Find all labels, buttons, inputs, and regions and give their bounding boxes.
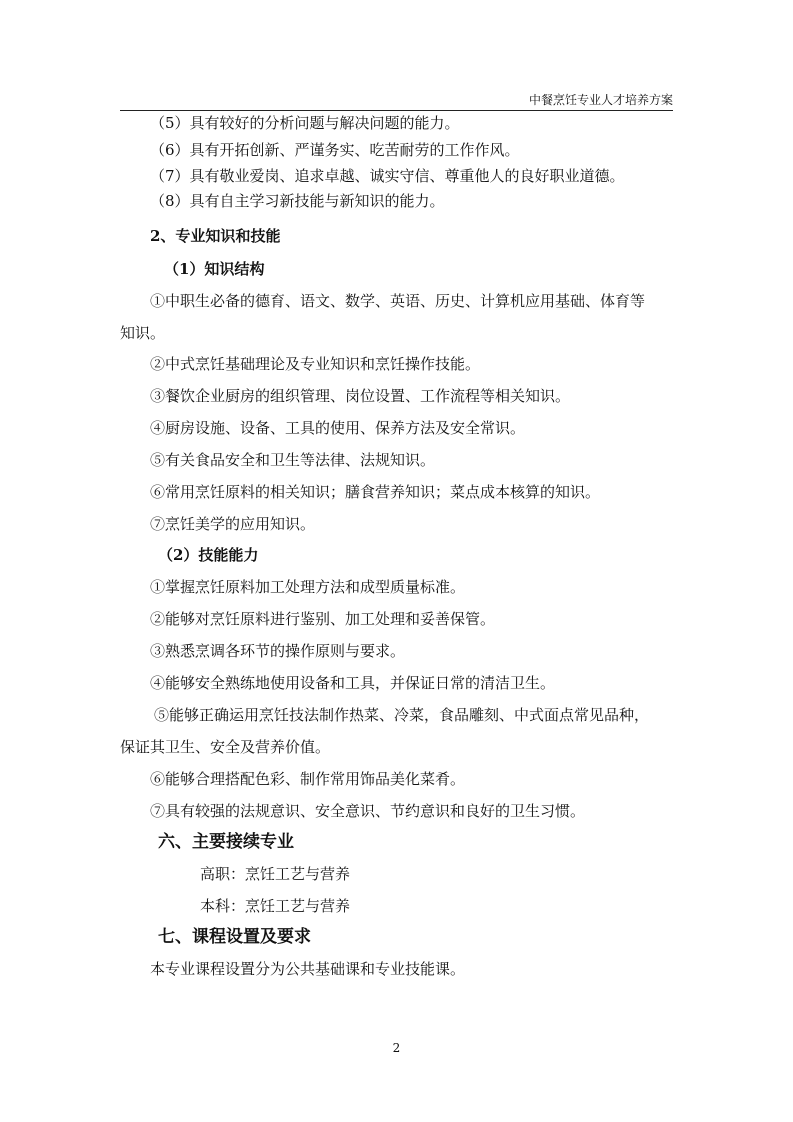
section-6-heading: 六、主要接续专业 bbox=[158, 832, 294, 852]
page-number: 2 bbox=[392, 1041, 401, 1055]
knowledge-item: ②中式烹饪基础理论及专业知识和烹饪操作技能。 bbox=[150, 355, 481, 373]
knowledge-item: ⑤有关食品安全和卫生等法律、法规知识。 bbox=[150, 451, 436, 469]
knowledge-item-continuation: 知识。 bbox=[120, 324, 166, 342]
ability-item: （7）具有敬业爱岗、追求卓越、诚实守信、尊重他人的良好职业道德。 bbox=[150, 167, 625, 185]
higher-vocational-major: 高职：烹饪工艺与营养 bbox=[200, 865, 351, 883]
skill-item-continuation: 保证其卫生、安全及营养价值。 bbox=[120, 738, 331, 756]
knowledge-item: ⑦烹饪美学的应用知识。 bbox=[150, 515, 316, 533]
knowledge-item: ④厨房设施、设备、工具的使用、保养方法及安全常识。 bbox=[150, 419, 526, 437]
ability-item: （5）具有较好的分析问题与解决问题的能力。 bbox=[150, 114, 460, 132]
knowledge-item: ⑥常用烹饪原料的相关知识；膳食营养知识；菜点成本核算的知识。 bbox=[150, 483, 601, 501]
page-header bbox=[120, 92, 673, 111]
knowledge-item: ③餐饮企业厨房的组织管理、岗位设置、工作流程等相关知识。 bbox=[150, 387, 571, 405]
skill-item: ⑥能够合理搭配色彩、制作常用饰品美化菜肴。 bbox=[150, 770, 466, 788]
skill-item: ②能够对烹饪原料进行鉴别、加工处理和妥善保管。 bbox=[150, 610, 496, 628]
skill-item: ⑤能够正确运用烹饪技法制作热菜、冷菜，食品雕刻、中式面点常见品种， bbox=[154, 706, 650, 724]
ability-item: （6）具有开拓创新、严谨务实、吃苦耐劳的工作作风。 bbox=[150, 141, 520, 159]
knowledge-skills-heading: 2、专业知识和技能 bbox=[150, 227, 281, 245]
skill-item: ⑦具有较强的法规意识、安全意识、节约意识和良好的卫生习惯。 bbox=[150, 802, 586, 820]
skill-item: ①掌握烹饪原料加工处理方法和成型质量标准。 bbox=[150, 578, 466, 596]
ability-item: （8）具有自主学习新技能与新知识的能力。 bbox=[150, 192, 445, 210]
section-7-text: 本专业课程设置分为公共基础课和专业技能课。 bbox=[150, 960, 466, 978]
section-7-heading: 七、课程设置及要求 bbox=[158, 927, 311, 947]
knowledge-item: ①中职生必备的德育、语文、数学、英语、历史、计算机应用基础、体育等 bbox=[150, 292, 646, 310]
skill-item: ④能够安全熟练地使用设备和工具，并保证日常的清洁卫生。 bbox=[150, 674, 556, 692]
undergraduate-major: 本科：烹饪工艺与营养 bbox=[200, 897, 351, 915]
knowledge-structure-heading: （1）知识结构 bbox=[164, 260, 265, 278]
skill-item: ③熟悉烹调各环节的操作原则与要求。 bbox=[150, 642, 406, 660]
header-title: 中餐烹饪专业人才培养方案 bbox=[528, 93, 673, 107]
skills-heading: （2）技能能力 bbox=[158, 546, 259, 564]
